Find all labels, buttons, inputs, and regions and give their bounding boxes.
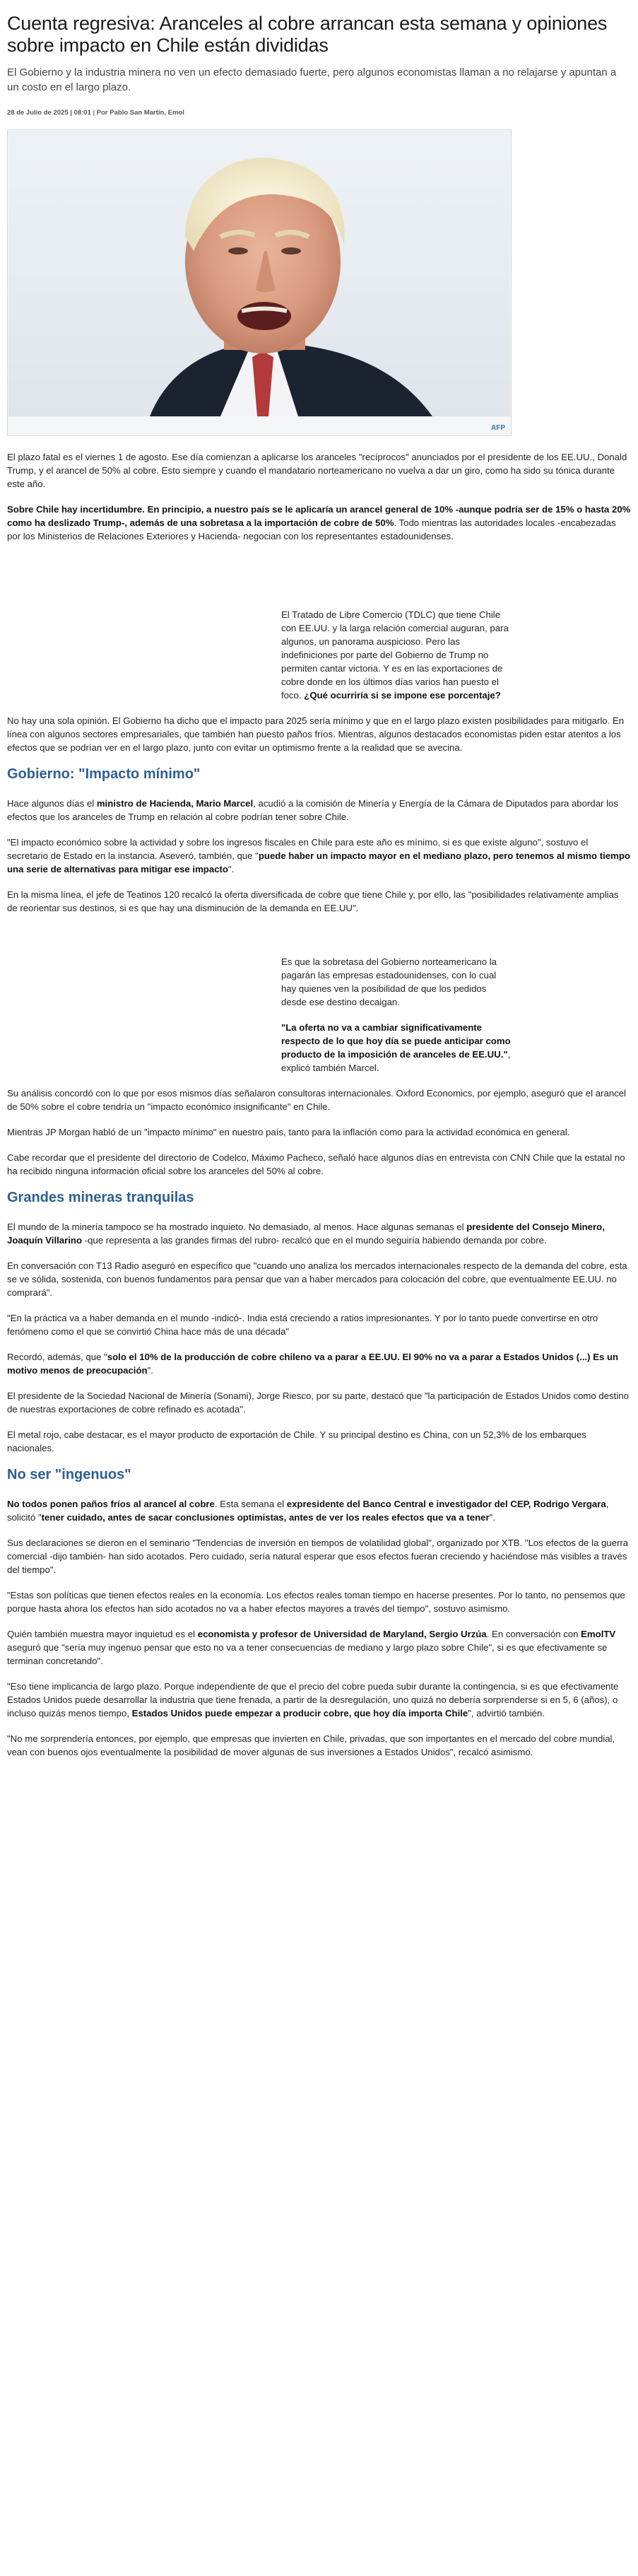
spacer bbox=[7, 927, 631, 955]
section-heading: No ser "ingenuos" bbox=[7, 1467, 131, 1482]
byline-separator: | bbox=[93, 109, 95, 117]
section-heading: Grandes mineras tranquilas bbox=[7, 1190, 194, 1205]
paragraph: "Eso tiene implicancia de largo plazo. Porque independiente de que el precio del cobre pueda subir durante la contingencia, si es que efectivamente Estados Unidos puede desarrollar la industria que tiene frenada, a partir de la desregulación, uno quizá no debería sorprenderse si en 5, 6 (años), o incluso quizás menos tiempo, Estados Unidos puede empezar a producir cobre, que hoy día importa Chile", advirtió también. bbox=[7, 1681, 619, 1719]
paragraph: "El impacto económico sobre la actividad y sobre los ingresos fiscales en Chile para este año es mínimo, si es que existe alguno", sostuvo el secretario de Estado en la instancia. Aseveró, también, que "puede haber un impacto mayor en el mediano plazo, pero tenemos al mismo tiempo una serie de alternativas para mitigar ese impacto". bbox=[7, 837, 630, 874]
paragraph: Su análisis concordó con lo que por esos mismos días señalaron consultoras internacionales. Oxford Economics, por ejemplo, aseguró que el arancel de 50% sobre el cobre tendría un "impacto económico insignificante" en Chile. bbox=[7, 1088, 626, 1112]
article-body bbox=[7, 450, 631, 1759]
paragraph: En conversación con T13 Radio aseguró en específico que "cuando uno analiza los mercados internacionales respecto de la demanda del cobre, esta se ve sólida, sostenida, con buenos fundamentos para pensar que van a haber mercados para colocación del cobre, que eventualmente EE.UU. no comprará". bbox=[7, 1260, 627, 1298]
paragraph: Es que la sobretasa del Gobierno norteamericano la pagarán las empresas estadounidenses, con lo cual hay quienes ven la posibilidad de que los pedidos desde ese destino decaigan. bbox=[281, 956, 497, 1007]
section-heading: Gobierno: "Impacto mínimo" bbox=[7, 766, 201, 782]
paragraph: Quién también muestra mayor inquietud es el economista y profesor de Universidad de Maryland, Sergio Urzúa. En conversación con EmolTV aseguró que "sería muy ingenuo pensar que esto no va a tener consecuencias de mediano y largo plazo sobre Chile", si es que efectivamente se terminan concretando". bbox=[7, 1629, 616, 1666]
paragraph: Hace algunos días el ministro de Hacienda, Mario Marcel, acudió a la comisión de Minería y Energía de la Cámara de Diputados para abordar los efectos que los aranceles de Trump en relación al cobre podrían tener sobre Chile. bbox=[7, 798, 618, 822]
article-byline bbox=[7, 109, 631, 117]
photo-credit: AFP bbox=[491, 424, 505, 432]
article-lead: El Gobierno y la industria minera no ven un efecto demasiado fuerte, pero algunos economistas llaman a no relajarse y apuntan a un costo en el largo plazo. bbox=[7, 66, 617, 93]
paragraph: Sobre Chile hay incertidumbre. En principio, a nuestro país se le aplicaría un arancel general de 10% -aunque podría ser de 15% o hasta 20% como ha deslizado Trump-, además de una sobretasa a la importación de cobre de 50%. Todo mientras las autoridades locales -encabezadas por los Ministerios de Relaciones Exteriores y Hacienda- negocian con los representantes estadounidenses. bbox=[7, 504, 631, 541]
paragraph: El metal rojo, cabe destacar, es el mayor producto de exportación de Chile. Y su principal destino es China, con un 52,3% de los embarques nacionales. bbox=[7, 1429, 586, 1453]
paragraph: En la misma línea, el jefe de Teatinos 120 recalcó la oferta diversificada de cobre que tiene Chile y, por ello, las "posibilidades relativamente amplias de reorientar sus destinos, si es que hay una disminución de la demanda en EE.UU". bbox=[7, 889, 619, 913]
paragraph: No hay una sola opinión. El Gobierno ha dicho que el impacto para 2025 sería mínimo y que en el largo plazo existen posibilidades para mitigarlo. En línea con algunos sectores empresariales, que también han puesto paños fríos. Mientras, algunos destacados economistas piden estar atentos a los efectos que se podrían ver en el largo plazo, junto con evitar un optimismo frente a la realidad que se avecina. bbox=[7, 715, 625, 753]
portrait-photo-icon bbox=[8, 131, 510, 416]
paragraph: Mientras JP Morgan habló de un "impacto mínimo" en nuestro país, tanto para la inflación como para la actividad económica en general. bbox=[7, 1127, 570, 1137]
paragraph: El mundo de la minería tampoco se ha mostrado inquieto. No demasiado, al menos. Hace algunas semanas el presidente del Consejo Minero, Joaquín Villarino -que representa a las grandes firmas del rubro- recalcó que en el mundo seguiría habiendo demanda por cobre. bbox=[7, 1222, 605, 1246]
paragraph: El presidente de la Sociedad Nacional de Minería (Sonami), Jorge Riesco, por su parte, destacó que "la participación de Estados Unidos como destino de nuestras exportaciones de cobre refinado es acotada". bbox=[7, 1391, 629, 1415]
indented-column bbox=[281, 955, 512, 1075]
paragraph: Sus declaraciones se dieron en el seminario "Tendencias de inversión en tiempos de volatilidad global", organizado por XTB. "Los efectos de la guerra comercial -dijo también- han sido acotados. Pero cuidado, sería natural esperar que esos efectos fueran creciendo y haciéndose más visibles a través del tiempo". bbox=[7, 1538, 629, 1575]
article-title: Cuenta regresiva: Aranceles al cobre arrancan esta semana y opiniones sobre impacto en Chile están divididas bbox=[7, 13, 608, 56]
paragraph: Cabe recordar que el presidente del directorio de Codelco, Máximo Pacheco, señaló hace algunos días en entrevista con CNN Chile que la estatal no ha recibido ninguna información oficial sobre los aranceles del 50% al cobre. bbox=[7, 1152, 625, 1176]
publish-date: 28 de Julio de 2025 | 08:01 bbox=[7, 109, 91, 117]
paragraph: No todos ponen paños fríos al arancel al cobre. Esta semana el expresidente del Banco Central e investigador del CEP, Rodrigo Vergara, solicitó "tener cuidado, antes de sacar conclusiones optimistas, antes de ver los reales efectos que va a tener". bbox=[7, 1499, 609, 1523]
paragraph: "No me sorprendería entonces, por ejemplo, que empresas que invierten en Chile, privadas, que son importantes en el mercado del cobre mundial, vean con buenos ojos eventualmente la posibilidad de mover algunas de sus inversiones a Estados Unidos", recalcó asimismo. bbox=[7, 1733, 615, 1757]
paragraph: El Tratado de Libre Comercio (TDLC) que tiene Chile con EE.UU. y la larga relación comercial auguran, para algunos, un panorama auspicioso. Pero las indefiniciones por parte del Gobierno de Trump no permiten cantar victoria. Y es en las exportaciones de cobre donde en los últimos días varios han puesto el foco. ¿Qué ocurriría si se impone ese porcentaje? bbox=[281, 609, 509, 701]
spacer bbox=[7, 555, 631, 608]
author-name: Por Pablo San Martín, Emol bbox=[96, 109, 184, 117]
paragraph: El plazo fatal es el viernes 1 de agosto. Ese día comienzan a aplicarse los aranceles "recíprocos" anunciados por el presidente de los EE.UU., Donald Trump, y el arancel de 50% al cobre. Esto siempre y cuando el mandatario norteamericano no vuelva a dar un giro, como ha sido su tónica durante este año. bbox=[7, 452, 627, 489]
paragraph: "Estas son políticas que tienen efectos reales en la economía. Los efectos reales toman tiempo en hacerse presentes. Por lo tanto, no pensemos que porque hasta ahora los efectos han sido acotados no va a haber efectos mayores a través del tiempo", sostuvo asimismo. bbox=[7, 1590, 625, 1614]
article-photo[interactable] bbox=[7, 129, 512, 436]
paragraph: "En la práctica va a haber demanda en el mundo -indicó-. India está creciendo a ratios impresionantes. Y por lo tanto puede convertirse en otro fenómeno como el que se convirtió China hace más de una década" bbox=[7, 1313, 598, 1337]
indented-column bbox=[281, 608, 512, 702]
paragraph: Recordó, además, que "solo el 10% de la producción de cobre chileno va a parar a EE.UU. El 90% no va a parar a Estados Unidos (...) Es un motivo menos de preocupación". bbox=[7, 1352, 619, 1376]
paragraph: "La oferta no va a cambiar significativamente respecto de lo que hoy día se puede anticipar como producto de la imposición de aranceles de EE.UU.", explicó también Marcel. bbox=[281, 1022, 511, 1073]
